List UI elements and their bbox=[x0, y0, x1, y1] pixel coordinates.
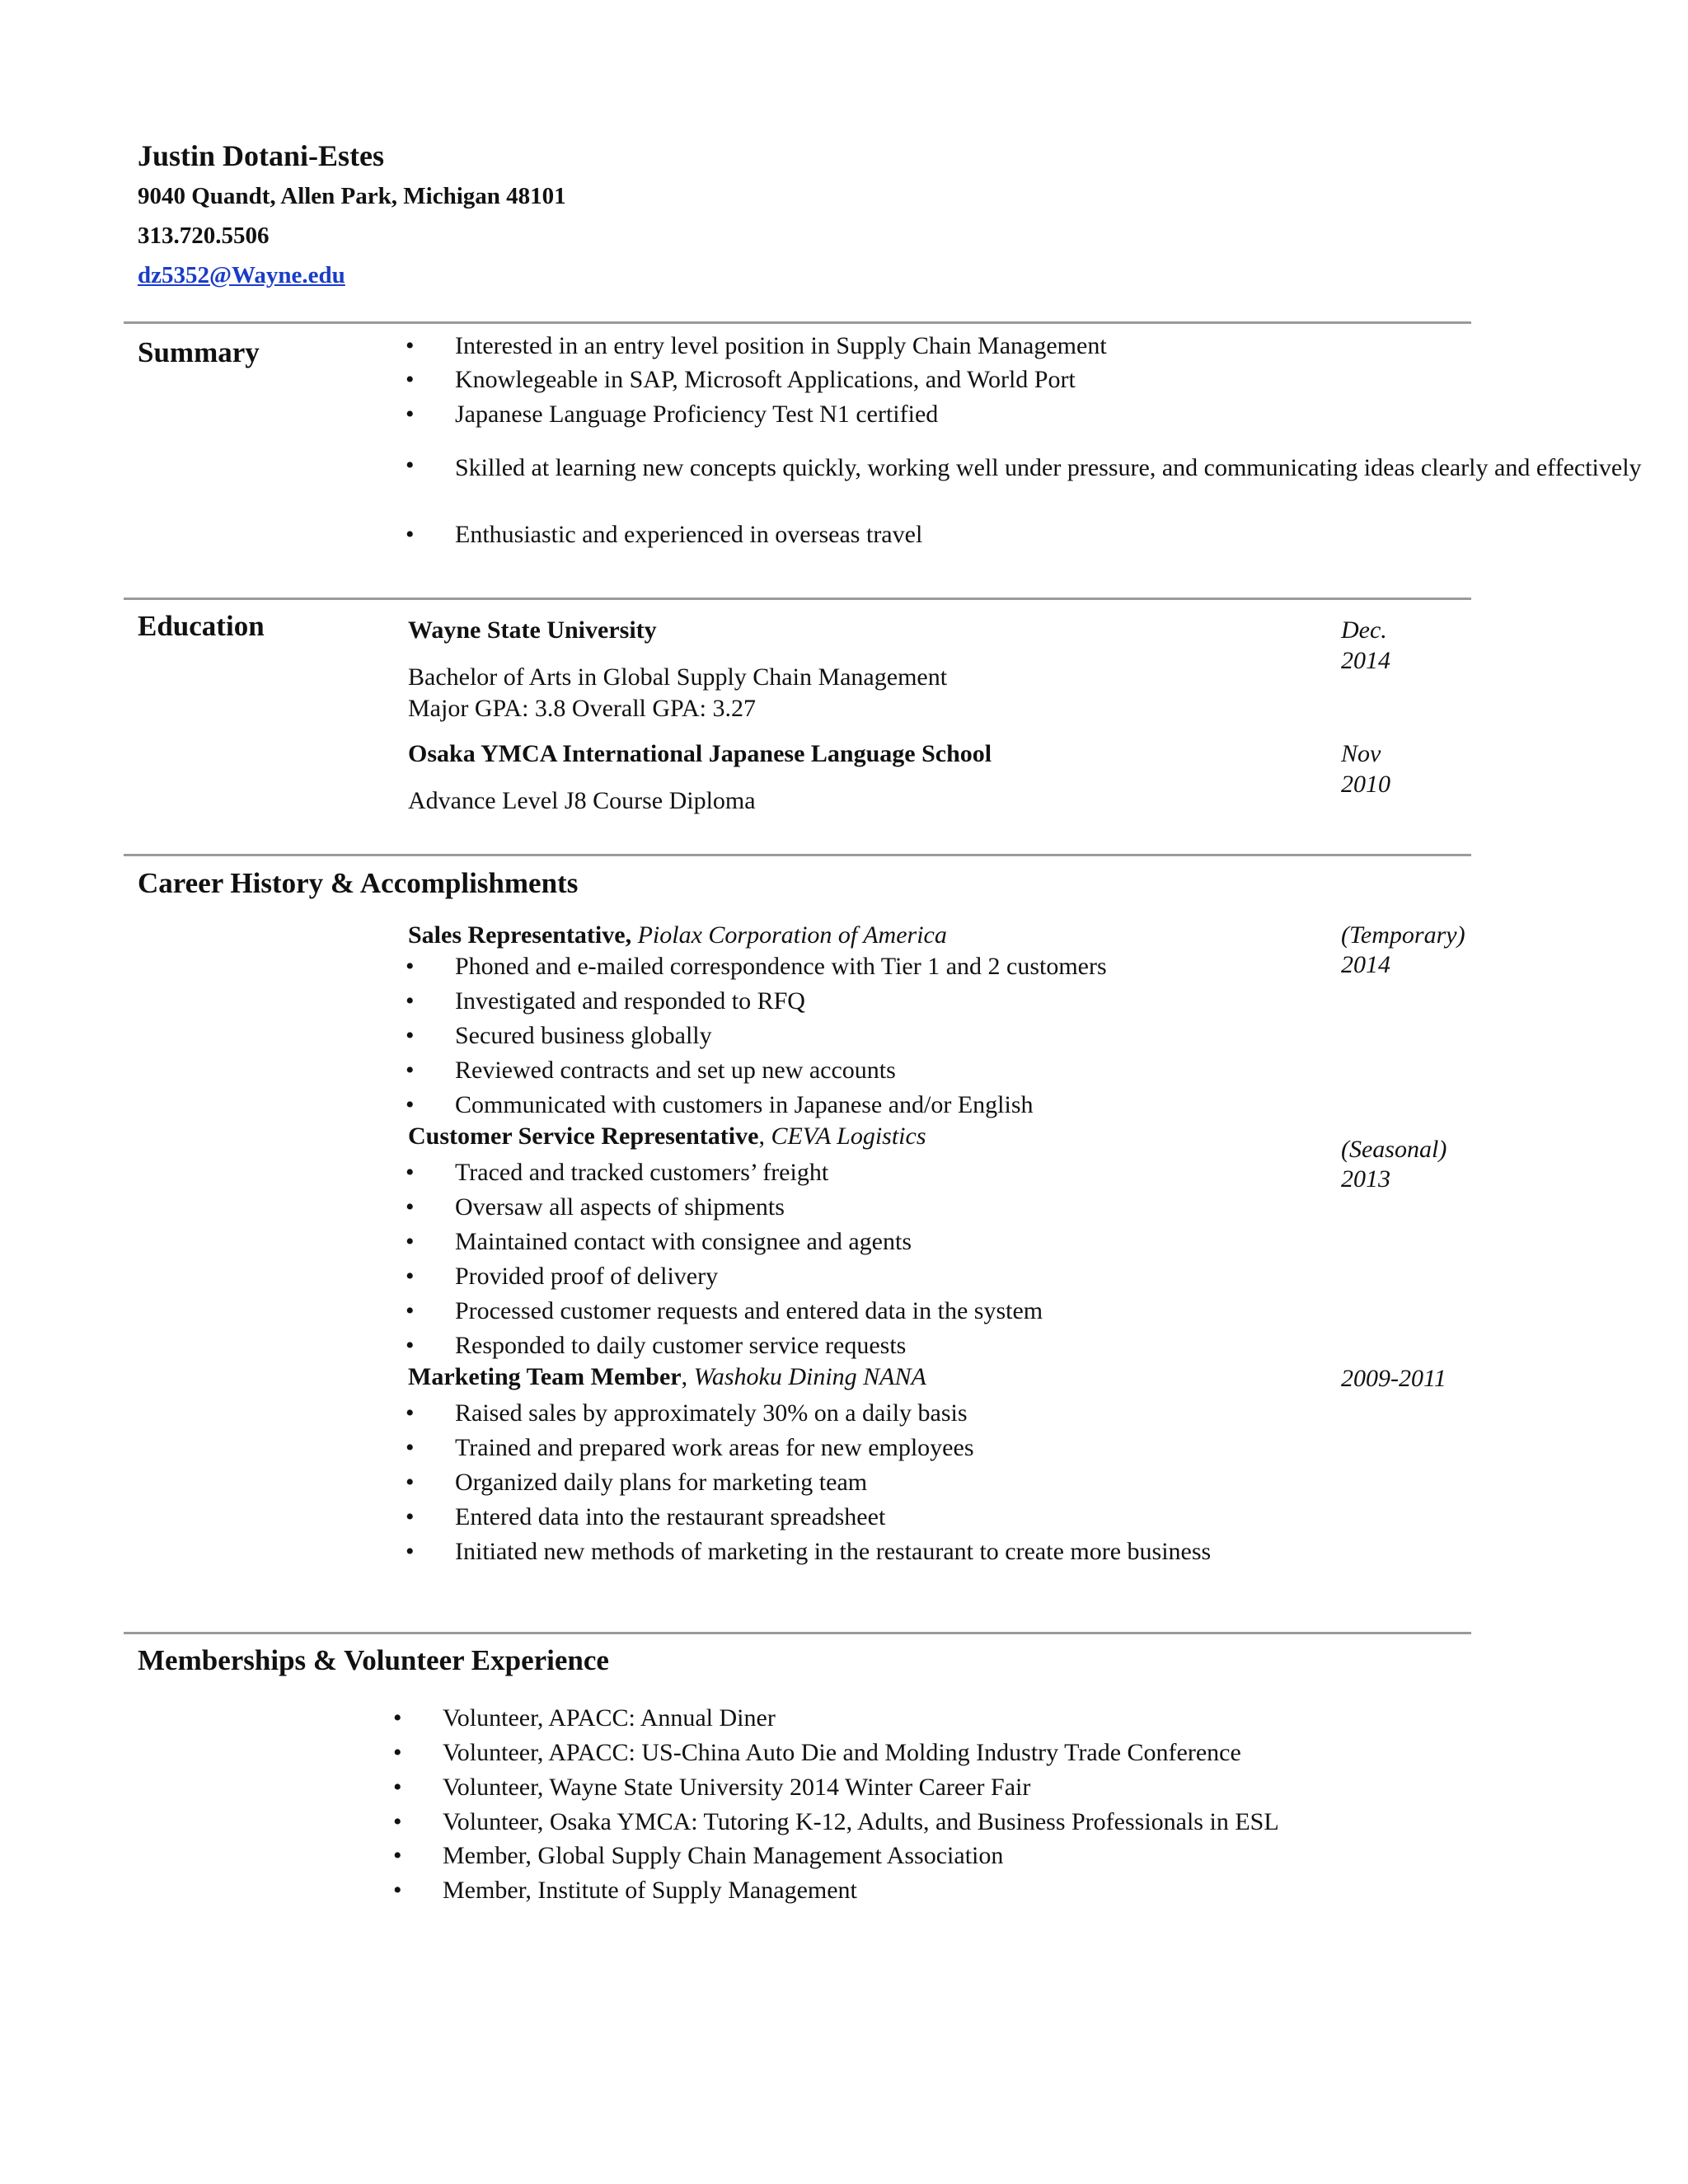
date: (Temporary) bbox=[1341, 921, 1465, 949]
date: 2009-2011 bbox=[1341, 1365, 1447, 1392]
degree: Advance Level J8 Course Diploma bbox=[408, 787, 756, 814]
divider bbox=[124, 598, 1471, 600]
bullet-icon: • bbox=[393, 1808, 402, 1835]
job-role: Marketing Team Member bbox=[408, 1363, 682, 1390]
bullet-icon: • bbox=[406, 1057, 415, 1084]
divider bbox=[124, 321, 1471, 324]
bullet-icon: • bbox=[406, 1538, 415, 1565]
applicant-name: Justin Dotani-Estes bbox=[138, 139, 385, 172]
bullet-icon: • bbox=[406, 332, 415, 359]
school-name: Osaka YMCA International Japanese Language School bbox=[408, 740, 992, 767]
section-title-career: Career History & Accomplishments bbox=[138, 867, 579, 899]
school-name: Wayne State University bbox=[408, 616, 657, 644]
bullet-icon: • bbox=[393, 1739, 402, 1766]
job-title bbox=[408, 921, 947, 949]
bullet-icon: • bbox=[393, 1877, 402, 1904]
bullet-icon: • bbox=[393, 1842, 402, 1869]
section-title-summary: Summary bbox=[138, 336, 260, 368]
date: 2014 bbox=[1341, 951, 1390, 978]
bullet-icon: • bbox=[406, 1297, 415, 1324]
date: Dec. bbox=[1341, 616, 1387, 644]
gpa: Major GPA: 3.8 Overall GPA: 3.27 bbox=[408, 695, 756, 722]
job-title: Marketing Team Member, Washoku Dining NANA bbox=[408, 1363, 926, 1390]
bullet-icon: • bbox=[406, 521, 415, 548]
bullet-icon: • bbox=[406, 1434, 415, 1461]
bullet-icon: • bbox=[406, 366, 415, 393]
job-role: Customer Service Representative bbox=[408, 1122, 759, 1150]
bullet-icon: • bbox=[393, 1704, 402, 1732]
bullet-icon: • bbox=[406, 452, 415, 479]
divider bbox=[124, 854, 1471, 856]
address: 9040 Quandt, Allen Park, Michigan 48101 bbox=[138, 183, 566, 209]
bullet-icon: • bbox=[406, 1228, 415, 1255]
company-name: CEVA Logistics bbox=[771, 1122, 926, 1150]
date: 2010 bbox=[1341, 771, 1390, 798]
bullet-icon: • bbox=[406, 401, 415, 428]
bullet-icon: • bbox=[406, 1263, 415, 1290]
bullet-icon: • bbox=[406, 1469, 415, 1496]
date: (Seasonal) bbox=[1341, 1136, 1447, 1163]
section-title-education: Education bbox=[138, 610, 265, 642]
bullet-icon: • bbox=[406, 1332, 415, 1359]
bullet-icon: • bbox=[406, 1399, 415, 1427]
section-title-memberships: Memberships & Volunteer Experience bbox=[138, 1644, 609, 1676]
bullet-icon: • bbox=[406, 1193, 415, 1221]
bullet-icon: • bbox=[406, 1022, 415, 1049]
date: 2014 bbox=[1341, 647, 1390, 674]
bullet-icon: • bbox=[406, 1091, 415, 1118]
company-name: Piolax Corporation of America bbox=[637, 921, 947, 949]
divider bbox=[124, 1632, 1471, 1634]
job-title: Customer Service Representative, CEVA Logistics bbox=[408, 1122, 926, 1150]
company-name: Washoku Dining NANA bbox=[693, 1363, 926, 1390]
date: Nov bbox=[1341, 740, 1381, 767]
bullet-icon: • bbox=[406, 987, 415, 1015]
bullet-icon: • bbox=[406, 953, 415, 980]
date: 2013 bbox=[1341, 1165, 1390, 1193]
phone-number: 313.720.5506 bbox=[138, 223, 270, 249]
bullet-icon: • bbox=[393, 1774, 402, 1801]
bullet-icon: • bbox=[406, 1159, 415, 1186]
email-link[interactable]: dz5352@Wayne.edu bbox=[138, 262, 345, 288]
bullet-icon: • bbox=[406, 1503, 415, 1530]
job-role: Sales Representative, bbox=[408, 921, 632, 949]
degree: Bachelor of Arts in Global Supply Chain Management bbox=[408, 663, 948, 691]
